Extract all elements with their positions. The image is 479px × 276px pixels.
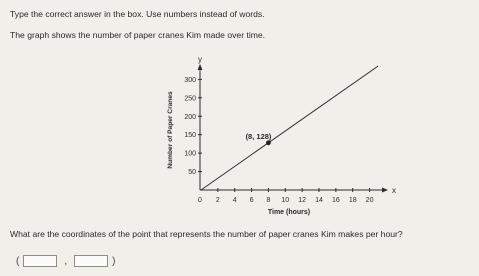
y-tick-label: 50 <box>188 169 196 177</box>
y-axis-arrow <box>198 64 203 70</box>
x-axis-arrow <box>382 188 388 193</box>
instruction-text: Type the correct answer in the box. Use numbers instead of words. <box>10 9 265 19</box>
x-tick-label: 20 <box>365 197 374 204</box>
close-paren: ) <box>112 255 116 267</box>
line-chart <box>150 55 396 223</box>
y-axis-name: y <box>198 55 202 64</box>
x-tick-label: 16 <box>331 197 340 204</box>
x-tick-label: 12 <box>298 197 307 204</box>
y-axis-ticks <box>184 77 202 176</box>
x-tick-label: 2 <box>215 197 220 204</box>
y-tick-label: 150 <box>184 132 196 140</box>
series-layer <box>201 66 378 190</box>
y-axis-label: Number of Paper Cranes <box>167 91 174 169</box>
intro-text: The graph shows the number of paper cranes Kim made over time. <box>10 30 266 40</box>
series-line <box>201 66 378 190</box>
origin-label: 0 <box>198 197 202 204</box>
x-tick-label: 8 <box>266 197 271 204</box>
x-tick-label: 6 <box>249 197 254 204</box>
x-tick-label: 4 <box>232 197 237 204</box>
y-tick-label: 300 <box>184 76 196 84</box>
answer-row <box>12 254 119 268</box>
data-point <box>266 140 271 145</box>
y-tick-label: 100 <box>184 150 196 158</box>
x-coordinate-input[interactable] <box>23 255 57 267</box>
question-text: What are the coordinates of the point that represents the number of paper cranes Kim makes per hour? <box>10 229 403 239</box>
x-axis-name: x <box>392 186 396 195</box>
x-tick-label: 14 <box>315 197 323 204</box>
open-paren: ( <box>16 255 20 267</box>
y-coordinate-input[interactable] <box>74 255 108 267</box>
x-tick-label: 10 <box>281 197 290 204</box>
y-tick-label: 200 <box>184 113 196 121</box>
points-layer <box>246 132 272 145</box>
y-tick-label: 250 <box>184 95 196 103</box>
comma-separator: , <box>64 255 68 267</box>
data-point-label: (8, 128) <box>245 131 272 141</box>
x-tick-label: 18 <box>348 197 357 204</box>
x-axis-label: Time (hours) <box>267 209 311 216</box>
